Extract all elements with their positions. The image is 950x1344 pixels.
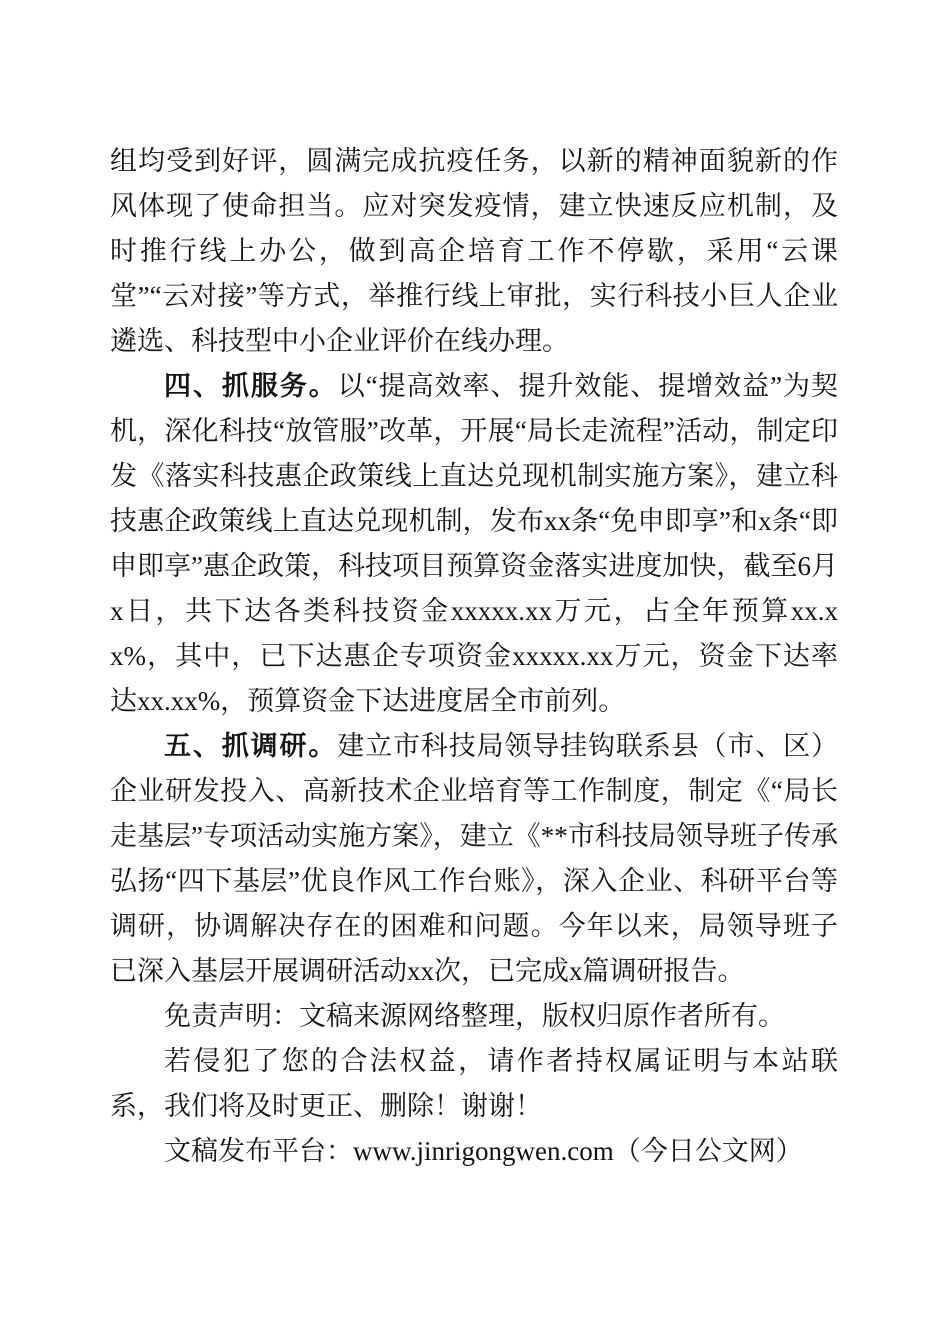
paragraph-section-4-service	[110, 364, 838, 724]
paragraph-continuation	[110, 139, 838, 364]
paragraph-text: 组均受到好评，圆满完成抗疫任务，以新的精神面貌新的作风体现了使命担当。应对突发疫情，建立快速反应机制，及时推行线上办公，做到高企培育工作不停歇，采用“云课堂”“云对接”等方式，举推行线上审批，实行科技小巨人企业遴选、科技型中小企业评价在线办理。	[110, 146, 838, 356]
platform-url-text: 文稿发布平台：www.jinrigongwen.com（今日公文网）	[164, 1136, 803, 1166]
section-4-heading: 四、抓服务。	[164, 371, 338, 401]
paragraph-text: 免责声明：文稿来源网络整理，版权归原作者所有。	[164, 1001, 785, 1031]
paragraph-section-5-research	[110, 724, 838, 994]
paragraph-text: 若侵犯了您的合法权益，请作者持权属证明与本站联系，我们将及时更正、删除！谢谢！	[110, 1046, 838, 1121]
section-5-heading: 五、抓调研。	[164, 731, 338, 761]
paragraph-text: 建立市科技局领导挂钩联系县（市、区）企业研发投入、高新技术企业培育等工作制度，制定《“局长走基层”专项活动实施方案》，建立《**市科技局领导班子传承弘扬“四下基层”优良作风工作台账》，深入企业、科研平台等调研，协调解决存在的困难和问题。今年以来，局领导班子已深入基层开展调研活动xx次，已完成x篇调研报告。	[110, 731, 839, 986]
paragraph-rights-notice	[110, 1039, 838, 1129]
paragraph-platform-info	[110, 1129, 838, 1174]
paragraph-text: 以“提高效率、提升效能、提增效益”为契机，深化科技“放管服”改革，开展“局长走流程”活动，制定印发《落实科技惠企政策线上直达兑现机制实施方案》，建立科技惠企政策线上直达兑现机制，发布xx条“免申即享”和x条“即申即享”惠企政策，科技项目预算资金落实进度加快，截至6月x日，共下达各类科技资金xxxxx.xx万元，占全年预算xx.xx%，其中，已下达惠企专项资金xxxxx.xx万元，资金下达率达xx.xx%，预算资金下达进度居全市前列。	[110, 371, 839, 716]
paragraph-disclaimer	[110, 994, 838, 1039]
